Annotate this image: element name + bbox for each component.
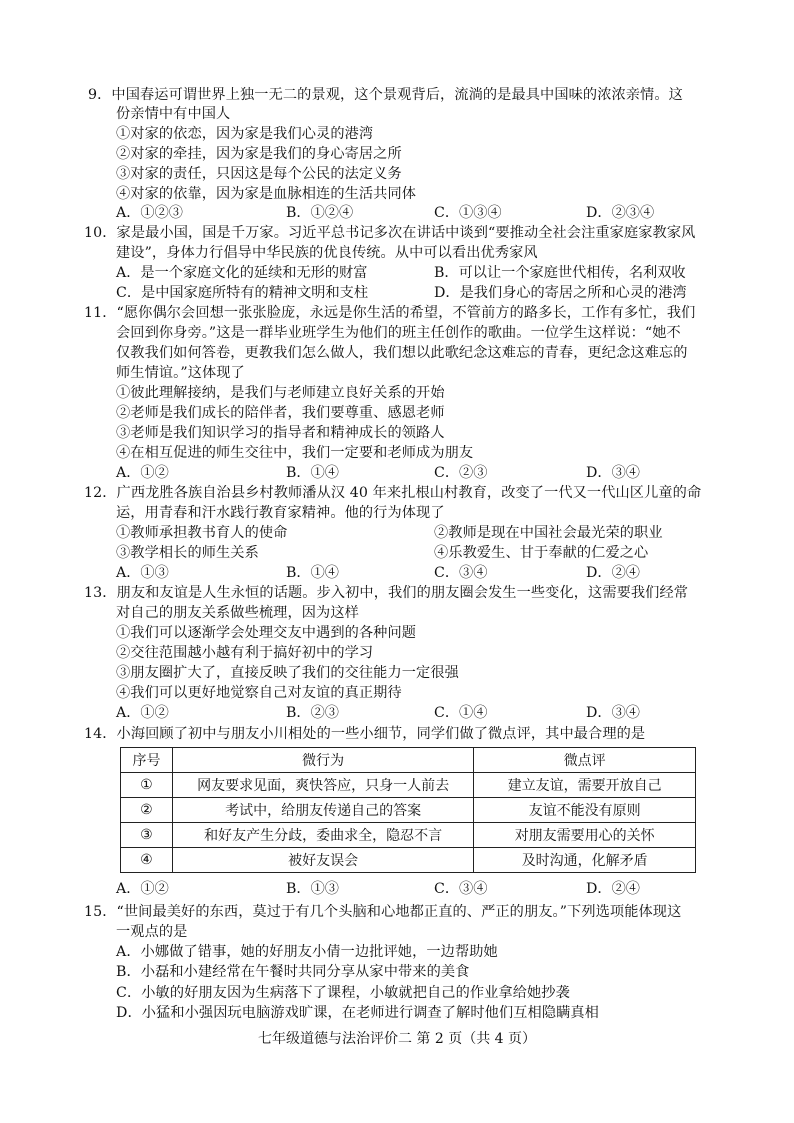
q14-option-a: A．①② [116,881,169,897]
q15-option-b: B．小磊和小建经常在午餐时共同分享从家中带来的美食 [116,964,470,980]
q15-stem-line2: 一观点的是 [116,924,188,940]
q12-stem-line1: 12．广西龙胜各族自治县乡村教师潘从汉 40 年来扎根山村教育，改变了一代又一代山区儿童的命 [84,485,702,501]
table-row [121,798,696,823]
table-row [121,773,696,798]
q15-stem-line1: 15．“世间最美好的东西，莫过于有几个头脑和心地都正直的、严正的朋友。”下列选项能体现这 [84,904,682,920]
q13-stem-line1: 13．朋友和友谊是人生永恒的话题。步入初中，我们的朋友圈会发生一些变化，这需要我们经常 [84,585,689,601]
q10-stem-line2: 建设”，身体力行倡导中华民族的优良传统。从中可以看出优秀家风 [116,245,538,261]
q11-option-c: C．②③ [434,465,488,481]
q10-option-d: D．是我们身心的寄居之所和心灵的港湾 [434,285,687,301]
q11-option-a: A．①② [116,465,169,481]
q12-item-4: ④乐教爱生、甘于奉献的仁爱之心 [434,545,649,561]
q13-item-1: ①我们可以逐渐学会处理交友中遇到的各种问题 [116,625,417,641]
table-cell: ② [121,798,173,823]
header-cell: 序号 [121,748,173,773]
q11-option-d: D．③④ [586,465,640,481]
q12-item-1: ①教师承担教书育人的使命 [116,525,288,541]
q14-option-b: B．①③ [286,881,339,897]
q13-option-b: B．②③ [286,705,339,721]
table-cell: 对朋友需要用心的关怀 [474,823,696,848]
q11-item-3: ③老师是我们知识学习的指导者和精神成长的领路人 [116,425,445,441]
q12-option-b: B．①④ [286,565,339,581]
q11-stem-line4: 师生情谊。”这体现了 [116,365,245,381]
q14-option-c: C．③④ [434,881,488,897]
q11-item-1: ①彼此理解接纳，是我们与老师建立良好关系的开始 [116,385,445,401]
q13-stem-line2: 对自己的朋友关系做些梳理，因为这样 [116,605,359,621]
q9-item-4: ④对家的依靠，因为家是血脉相连的生活共同体 [116,186,417,202]
q9-option-d: D．②③④ [586,205,655,221]
table-cell: 网友要求见面，爽快答应，只身一人前去 [172,773,473,798]
q10-option-b: B．可以让一个家庭世代相传，名利双收 [434,265,686,281]
q10-option-a: A．是一个家庭文化的延续和无形的财富 [116,265,368,281]
q11-item-4: ④在相互促进的师生交往中，我们一定要和老师成为朋友 [116,445,474,461]
table-cell: 考试中，给朋友传递自己的答案 [172,798,473,823]
q14-option-d: D．②④ [586,881,640,897]
q11-option-b: B．①④ [286,465,339,481]
q12-option-c: C．③④ [434,565,488,581]
q13-option-c: C．①④ [434,705,488,721]
q9-option-b: B．①②④ [286,205,354,221]
table-row [121,823,696,848]
table-cell: 建立友谊，需要开放自己 [474,773,696,798]
table-cell: ① [121,773,173,798]
q14-stem-line1: 14．小海回顾了初中与朋友小川相处的一些小细节，同学们做了微点评，其中最合理的是 [84,726,646,742]
q9-stem-line1: 9．中国春运可谓世界上独一无二的景观，这个景观背后，流淌的是最具中国味的浓浓亲情。这 [88,87,683,103]
q13-item-3: ③朋友圈扩大了，直接反映了我们的交往能力一定很强 [116,665,459,681]
q13-item-2: ②交往范围越小越有利于搞好初中的学习 [116,645,374,661]
q12-item-2: ②教师是现在中国社会最光荣的职业 [434,525,663,541]
q12-option-d: D．②④ [586,565,640,581]
q9-option-a: A．①②③ [116,205,183,221]
q13-option-d: D．③④ [586,705,640,721]
header-cell: 微点评 [474,748,696,773]
q11-item-2: ②老师是我们成长的陪伴者，我们要尊重、感恩老师 [116,405,445,421]
table-header-row [121,748,696,773]
table-cell: 和好友产生分歧，委曲求全，隐忍不言 [172,823,473,848]
header-cell: 微行为 [172,748,473,773]
q13-item-4: ④我们可以更好地觉察自己对友谊的真正期待 [116,685,402,701]
page-footer: 七年级道德与法治评价二 第 2 页（共 4 页） [257,1031,537,1047]
q14-table [120,747,696,873]
q15-option-d: D．小猛和小强因玩电脑游戏旷课，在老师进行调查了解时他们互相隐瞒真相 [116,1005,599,1021]
q12-option-a: A．①③ [116,565,169,581]
q11-stem-line2: 会回到你身旁。”这是一群毕业班学生为他们的班主任创作的歌曲。一位学生这样说：“她不 [116,325,681,341]
q11-stem-line3: 仅教我们如何答卷，更教我们怎么做人，我们想以此歌纪念这难忘的青春，更纪念这难忘的 [116,345,688,361]
q9-item-2: ②对家的牵挂，因为家是我们的身心寄居之所 [116,146,402,162]
q9-option-c: C．①③④ [434,205,502,221]
q9-stem-line2: 份亲情中有中国人 [116,106,231,122]
q15-option-c: C．小敏的好朋友因为生病落下了课程，小敏就把自己的作业拿给她抄袭 [116,985,570,1001]
table-cell: ④ [121,848,173,873]
q15-option-a: A．小娜做了错事，她的好朋友小倩一边批评她，一边帮助她 [116,944,498,960]
q11-stem-line1: 11．“愿你偶尔会回想一张张脸庞，永远是你生活的希望，不管前方的路多长，工作有多忙，我们 [84,305,696,321]
q12-item-3: ③教学相长的师生关系 [116,545,259,561]
table-row [121,848,696,873]
table-cell: ③ [121,823,173,848]
table-cell: 友谊不能没有原则 [474,798,696,823]
table-cell: 及时沟通，化解矛盾 [474,848,696,873]
q10-option-c: C．是中国家庭所特有的精神文明和支柱 [116,285,369,301]
q10-stem-line1: 10．家是最小国，国是千万家。习近平总书记多次在讲话中谈到“要推动全社会注重家庭家教家风 [84,225,696,241]
q9-item-1: ①对家的依恋，因为家是我们心灵的港湾 [116,126,374,142]
table-cell: 被好友误会 [172,848,473,873]
q9-item-3: ③对家的责任，只因这是每个公民的法定义务 [116,166,402,182]
q13-option-a: A．①② [116,705,169,721]
q12-stem-line2: 运，用青春和汗水践行教育家精神。他的行为体现了 [116,505,445,521]
